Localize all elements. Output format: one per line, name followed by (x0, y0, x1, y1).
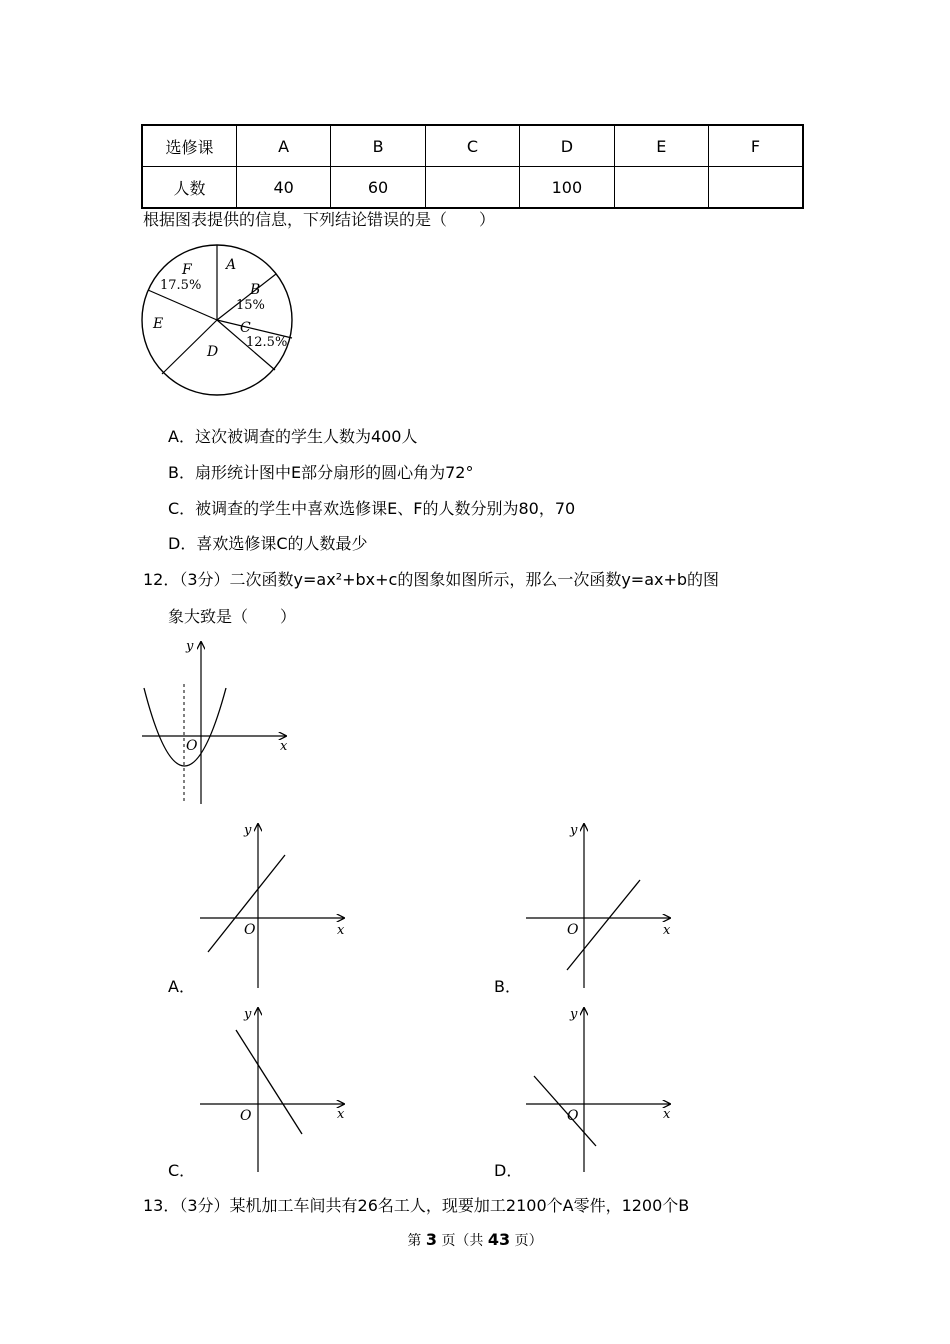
pie-label-e: E (153, 316, 164, 332)
footer-prefix: 第 (407, 1233, 422, 1249)
footer-suffix: 页） (514, 1233, 543, 1249)
table-cell (614, 167, 708, 209)
y-axis-label: y (244, 1007, 252, 1022)
table-cell: E (614, 125, 708, 167)
origin-label: O (567, 922, 579, 938)
origin-label: O (240, 1108, 252, 1124)
table-cell: 选修课 (142, 125, 236, 167)
x-axis-label: x (663, 1107, 671, 1122)
page-footer (0, 1230, 950, 1250)
table-cell (425, 167, 519, 209)
origin-label: O (567, 1108, 579, 1124)
q12-stem-line2: 象大致是（ ） (168, 607, 297, 626)
option-b-graph (522, 820, 676, 992)
option-c-graph (196, 1004, 350, 1176)
q11-option-b: B．扇形统计图中E部分扇形的圆心角为72° (168, 463, 474, 482)
y-axis-label: y (244, 823, 252, 838)
pie-label-f: F (182, 262, 192, 278)
x-axis-label: x (337, 1107, 345, 1122)
option-d-graph (522, 1004, 676, 1176)
footer-total-pages: 43 (487, 1230, 511, 1249)
linear-graph (534, 1076, 596, 1146)
pie-label-b: B (250, 282, 261, 298)
table-cell: A (236, 125, 330, 167)
table-cell: C (425, 125, 519, 167)
table-cell: D (520, 125, 614, 167)
x-axis-label: x (663, 923, 671, 938)
origin-label: O (244, 922, 256, 938)
q11-option-a: A．这次被调查的学生人数为400人 (168, 427, 418, 446)
table-cell: 人数 (142, 167, 236, 209)
table-row (142, 167, 803, 209)
q13-stem-line1: 13．（3分）某机加工车间共有26名工人，现要加工2100个A零件，1200个B (143, 1196, 690, 1215)
parabola-curve (144, 688, 226, 766)
parabola-graph (138, 636, 294, 808)
pie-label-d: D (207, 344, 219, 360)
footer-middle: 页（共 (441, 1233, 484, 1249)
table-cell: B (331, 125, 425, 167)
pie-pct-b: 15% (236, 298, 265, 313)
option-d-label: D． (494, 1161, 523, 1180)
pie-label-c: C (240, 320, 251, 336)
table-cell: 40 (236, 167, 330, 209)
option-a-label: A． (168, 977, 195, 996)
table-header-row (142, 125, 803, 167)
q12-stem-line1: 12．（3分）二次函数y=ax²+bx+c的图象如图所示，那么一次函数y=ax+b的图 (143, 570, 720, 589)
pie-dividers (148, 245, 292, 374)
table-cell (709, 167, 803, 209)
option-c-label: C． (168, 1161, 196, 1180)
x-axis-label: x (280, 739, 288, 754)
q11-stem: 根据图表提供的信息，下列结论错误的是（ ） (143, 210, 496, 229)
y-axis-label: y (570, 1007, 578, 1022)
pie-pct-f: 17.5% (160, 278, 202, 293)
survey-table (141, 124, 804, 209)
y-axis-label: y (186, 639, 194, 654)
option-b-label: B． (494, 977, 521, 996)
table-cell: 60 (331, 167, 425, 209)
q11-option-d: D．喜欢选修课C的人数最少 (168, 534, 368, 553)
y-axis-label: y (570, 823, 578, 838)
option-a-graph (196, 820, 350, 992)
pie-pct-c: 12.5% (246, 335, 288, 350)
q11-option-c: C．被调查的学生中喜欢选修课E、F的人数分别为80，70 (168, 499, 576, 518)
footer-page-number: 3 (425, 1230, 437, 1249)
table-cell: 100 (520, 167, 614, 209)
table-cell: F (709, 125, 803, 167)
pie-chart (140, 242, 296, 398)
pie-label-a: A (226, 257, 237, 273)
origin-label: O (186, 738, 198, 754)
x-axis-label: x (337, 923, 345, 938)
